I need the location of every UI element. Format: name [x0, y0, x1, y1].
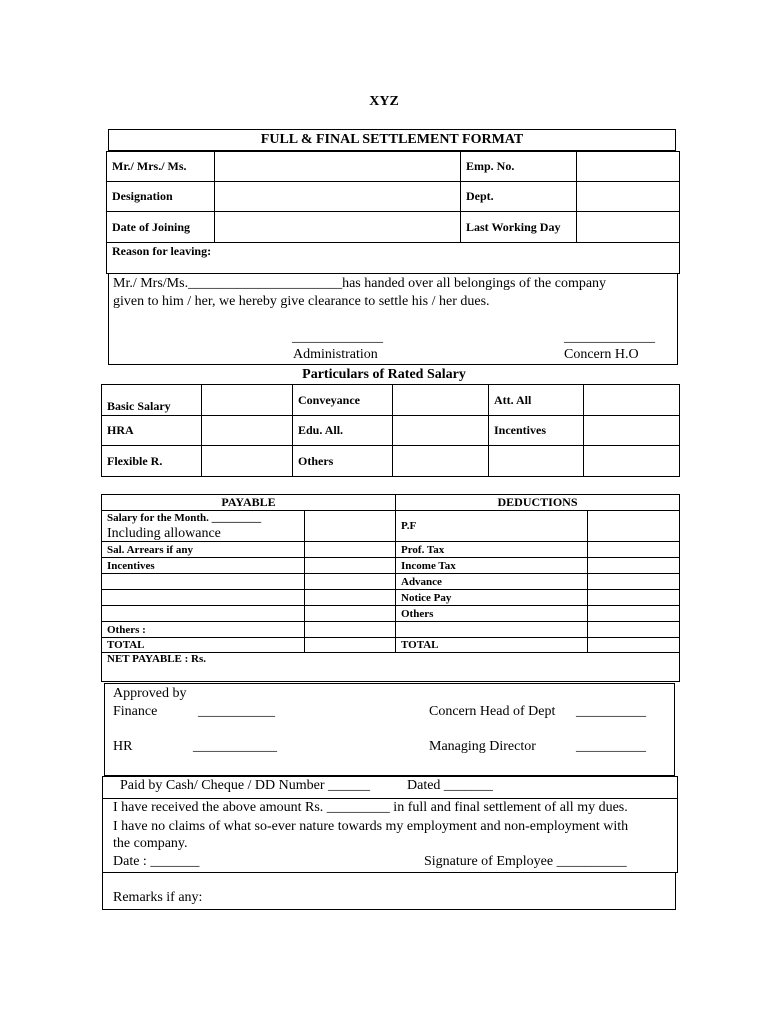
designation-label: Designation — [107, 182, 215, 212]
empty-cell — [305, 606, 396, 622]
lwd-label: Last Working Day — [461, 212, 577, 243]
hr-label: HR — [113, 739, 133, 754]
hra-field[interactable] — [202, 416, 293, 446]
including-allowance-label: Including allowance — [107, 526, 221, 541]
flexible-label: Flexible R. — [102, 446, 202, 477]
incentives-pay-label: Incentives — [102, 558, 305, 574]
empty-cell — [489, 446, 584, 477]
emp-no-label: Emp. No. — [461, 152, 577, 182]
incentives-field[interactable] — [584, 416, 680, 446]
others-ded-label: Others — [396, 606, 588, 622]
income-tax-amount[interactable] — [588, 558, 680, 574]
employee-details-table — [106, 151, 680, 274]
empty-cell — [102, 606, 305, 622]
receipt-line-3: the company. — [113, 836, 188, 851]
pf-label: P.F — [396, 511, 588, 542]
md-sign-line: __________ — [576, 739, 646, 754]
doj-label: Date of Joining — [107, 212, 215, 243]
name-label: Mr./ Mrs./ Ms. — [107, 152, 215, 182]
lwd-field[interactable] — [577, 212, 680, 243]
approved-by-label: Approved by — [113, 686, 187, 701]
hr-sign-line: ____________ — [193, 739, 277, 754]
empty-cell — [584, 446, 680, 477]
notice-pay-amount[interactable] — [588, 590, 680, 606]
name-field[interactable] — [215, 152, 461, 182]
rated-salary-table — [101, 384, 680, 477]
emp-no-field[interactable] — [577, 152, 680, 182]
edu-all-label: Edu. All. — [293, 416, 393, 446]
incentives-label: Incentives — [489, 416, 584, 446]
empty-cell — [305, 574, 396, 590]
net-payable-label: NET PAYABLE : Rs. — [102, 653, 680, 682]
receipt-date: Date : _______ — [113, 854, 200, 869]
rated-salary-title: Particulars of Rated Salary — [302, 367, 466, 382]
income-tax-label: Income Tax — [396, 558, 588, 574]
incentives-amount[interactable] — [305, 558, 396, 574]
pf-amount[interactable] — [588, 511, 680, 542]
remarks-label: Remarks if any: — [113, 890, 203, 905]
arrears-label: Sal. Arrears if any — [102, 542, 305, 558]
approval-box — [104, 683, 675, 776]
total-pay-amount[interactable] — [305, 638, 396, 653]
others-pay-label: Others : — [102, 622, 305, 638]
finance-label: Finance — [113, 704, 158, 719]
others-field[interactable] — [393, 446, 489, 477]
total-ded-label: TOTAL — [396, 638, 588, 653]
payable-deductions-table — [101, 494, 680, 682]
admin-sign-line: _____________ — [292, 330, 383, 345]
att-all-field[interactable] — [584, 385, 680, 416]
empty-cell — [588, 622, 680, 638]
others-pay-amount[interactable] — [305, 622, 396, 638]
concern-ho-label: Concern H.O — [564, 347, 639, 362]
md-label: Managing Director — [429, 739, 536, 754]
hra-label: HRA — [102, 416, 202, 446]
payable-header: PAYABLE — [102, 495, 396, 511]
empty-cell — [305, 590, 396, 606]
paid-by-label: Paid by Cash/ Cheque / DD Number ______ — [120, 778, 371, 793]
admin-label: Administration — [293, 347, 378, 362]
conveyance-field[interactable] — [393, 385, 489, 416]
notice-pay-label: Notice Pay — [396, 590, 588, 606]
concern-head-label: Concern Head of Dept — [429, 704, 556, 719]
salary-month-amount[interactable] — [305, 511, 396, 542]
basic-salary-field[interactable] — [202, 385, 293, 416]
basic-salary-label: Basic Salary — [102, 385, 202, 416]
empty-cell — [102, 590, 305, 606]
finance-sign-line: ___________ — [198, 704, 275, 719]
salary-month-label: Salary for the Month. _________ — [107, 512, 262, 524]
employee-signature: Signature of Employee __________ — [424, 854, 627, 869]
arrears-amount[interactable] — [305, 542, 396, 558]
doj-field[interactable] — [215, 212, 461, 243]
clearance-line-2: given to him / her, we hereby give clearance to settle his / her dues. — [113, 294, 490, 309]
advance-amount[interactable] — [588, 574, 680, 590]
att-all-label: Att. All — [489, 385, 584, 416]
dated-label: Dated _______ — [407, 778, 493, 793]
designation-field[interactable] — [215, 182, 461, 212]
clearance-line-1: Mr./ Mrs/Ms.______________________has handed over all belongings of the company — [113, 276, 607, 291]
form-title: FULL & FINAL SETTLEMENT FORMAT — [108, 129, 676, 151]
total-ded-amount[interactable] — [588, 638, 680, 653]
deductions-header: DEDUCTIONS — [396, 495, 680, 511]
reason-label: Reason for leaving: — [107, 243, 680, 274]
others-ded-amount[interactable] — [588, 606, 680, 622]
total-pay-label: TOTAL — [102, 638, 305, 653]
empty-cell — [102, 574, 305, 590]
company-name: XYZ — [369, 94, 399, 109]
conveyance-label: Conveyance — [293, 385, 393, 416]
prof-tax-amount[interactable] — [588, 542, 680, 558]
dept-label: Dept. — [461, 182, 577, 212]
empty-cell — [396, 622, 588, 638]
advance-label: Advance — [396, 574, 588, 590]
dept-field[interactable] — [577, 182, 680, 212]
receipt-line-2: I have no claims of what so-ever nature towards my employment and non-employment with — [113, 819, 629, 834]
prof-tax-label: Prof. Tax — [396, 542, 588, 558]
edu-all-field[interactable] — [393, 416, 489, 446]
ho-sign-line: _____________ — [564, 330, 655, 345]
flexible-field[interactable] — [202, 446, 293, 477]
others-label: Others — [293, 446, 393, 477]
salary-month-cell — [102, 511, 305, 542]
concern-head-sign-line: __________ — [576, 704, 646, 719]
receipt-line-1: I have received the above amount Rs. _________ in full and final settlement of all my dues. — [113, 800, 628, 815]
